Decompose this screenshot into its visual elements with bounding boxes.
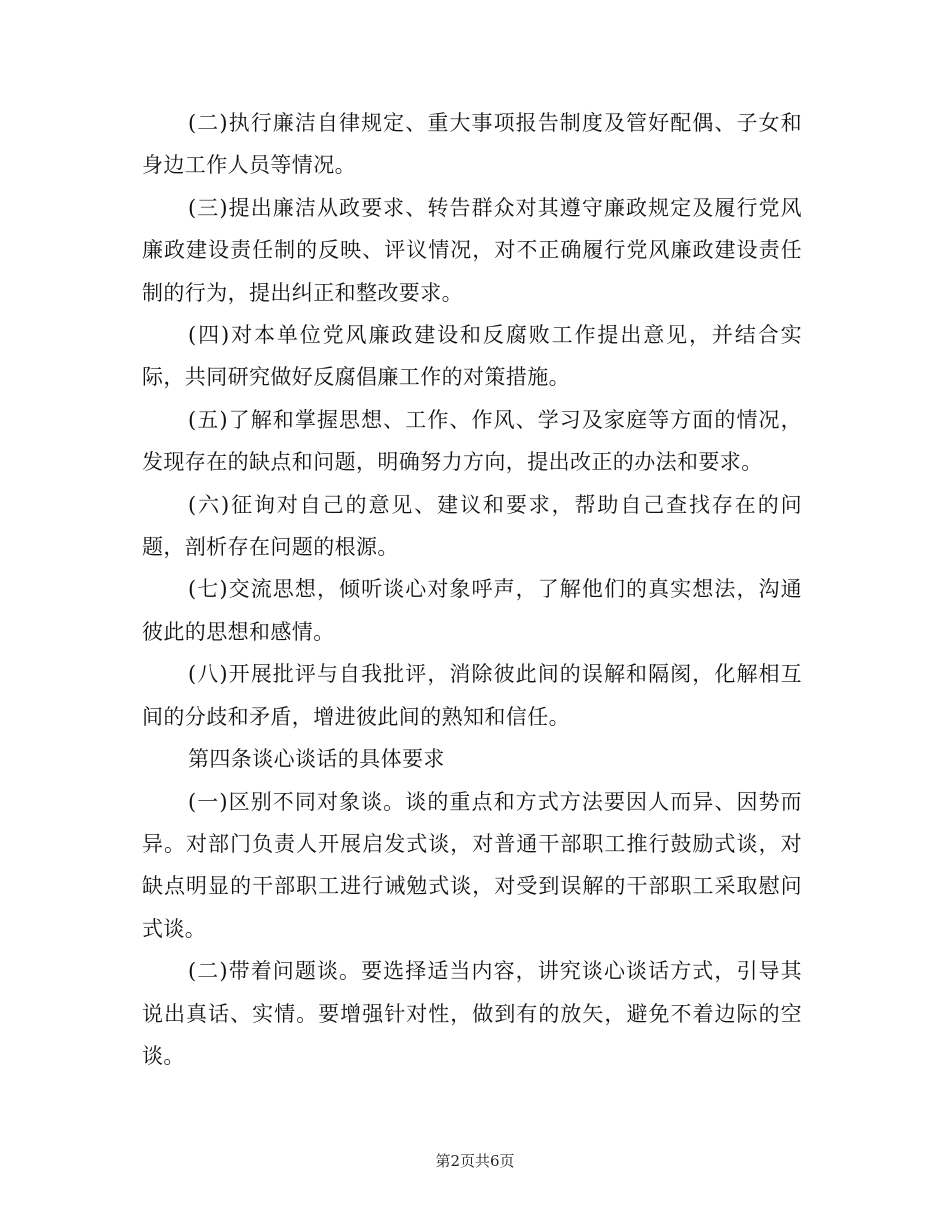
paragraph-req-1: (一)区别不同对象谈。谈的重点和方式方法要因人而异、因势而异。对部门负责人开展启发式谈，对普通干部职工推行鼓励式谈，对缺点明显的干部职工进行诫勉式谈，对受到误解的干部职工采取慰问式谈。 [142, 789, 802, 941]
section-heading: 第四条谈心谈话的具体要求 [188, 747, 445, 772]
paragraph-5: (五)了解和掌握思想、工作、作风、学习及家庭等方面的情况，发现存在的缺点和问题，明确努力方向，提出改正的办法和要求。 [142, 407, 802, 475]
document-body [142, 102, 802, 1077]
paragraph-7: (七)交流思想，倾听谈心对象呼声，了解他们的真实想法，沟通彼此的思想和感情。 [142, 577, 802, 644]
paragraph-req-2: (二)带着问题谈。要选择适当内容，讲究谈心谈话方式，引导其说出真话、实情。要增强针对性，做到有的放矢，避免不着边际的空谈。 [142, 959, 802, 1068]
paragraph-6: (六)征询对自己的意见、建议和要求，帮助自己查找存在的问题，剖析存在问题的根源。 [142, 492, 802, 560]
paragraph-4: (四)对本单位党风廉政建设和反腐败工作提出意见，并结合实际，共同研究做好反腐倡廉工作的对策措施。 [142, 323, 802, 390]
paragraph-3: (三)提出廉洁从政要求、转告群众对其遵守廉政规定及履行党风廉政建设责任制的反映、评议情况，对不正确履行党风廉政建设责任制的行为，提出纠正和整改要求。 [142, 195, 802, 305]
paragraph-2: (二)执行廉洁自律规定、重大事项报告制度及管好配偶、子女和身边工作人员等情况。 [142, 111, 802, 178]
paragraph-8: (八)开展批评与自我批评，消除彼此间的误解和隔阂，化解相互间的分歧和矛盾，增进彼此间的熟知和信任。 [142, 662, 802, 729]
page-number-footer: 第2页共6页 [435, 1152, 515, 1170]
